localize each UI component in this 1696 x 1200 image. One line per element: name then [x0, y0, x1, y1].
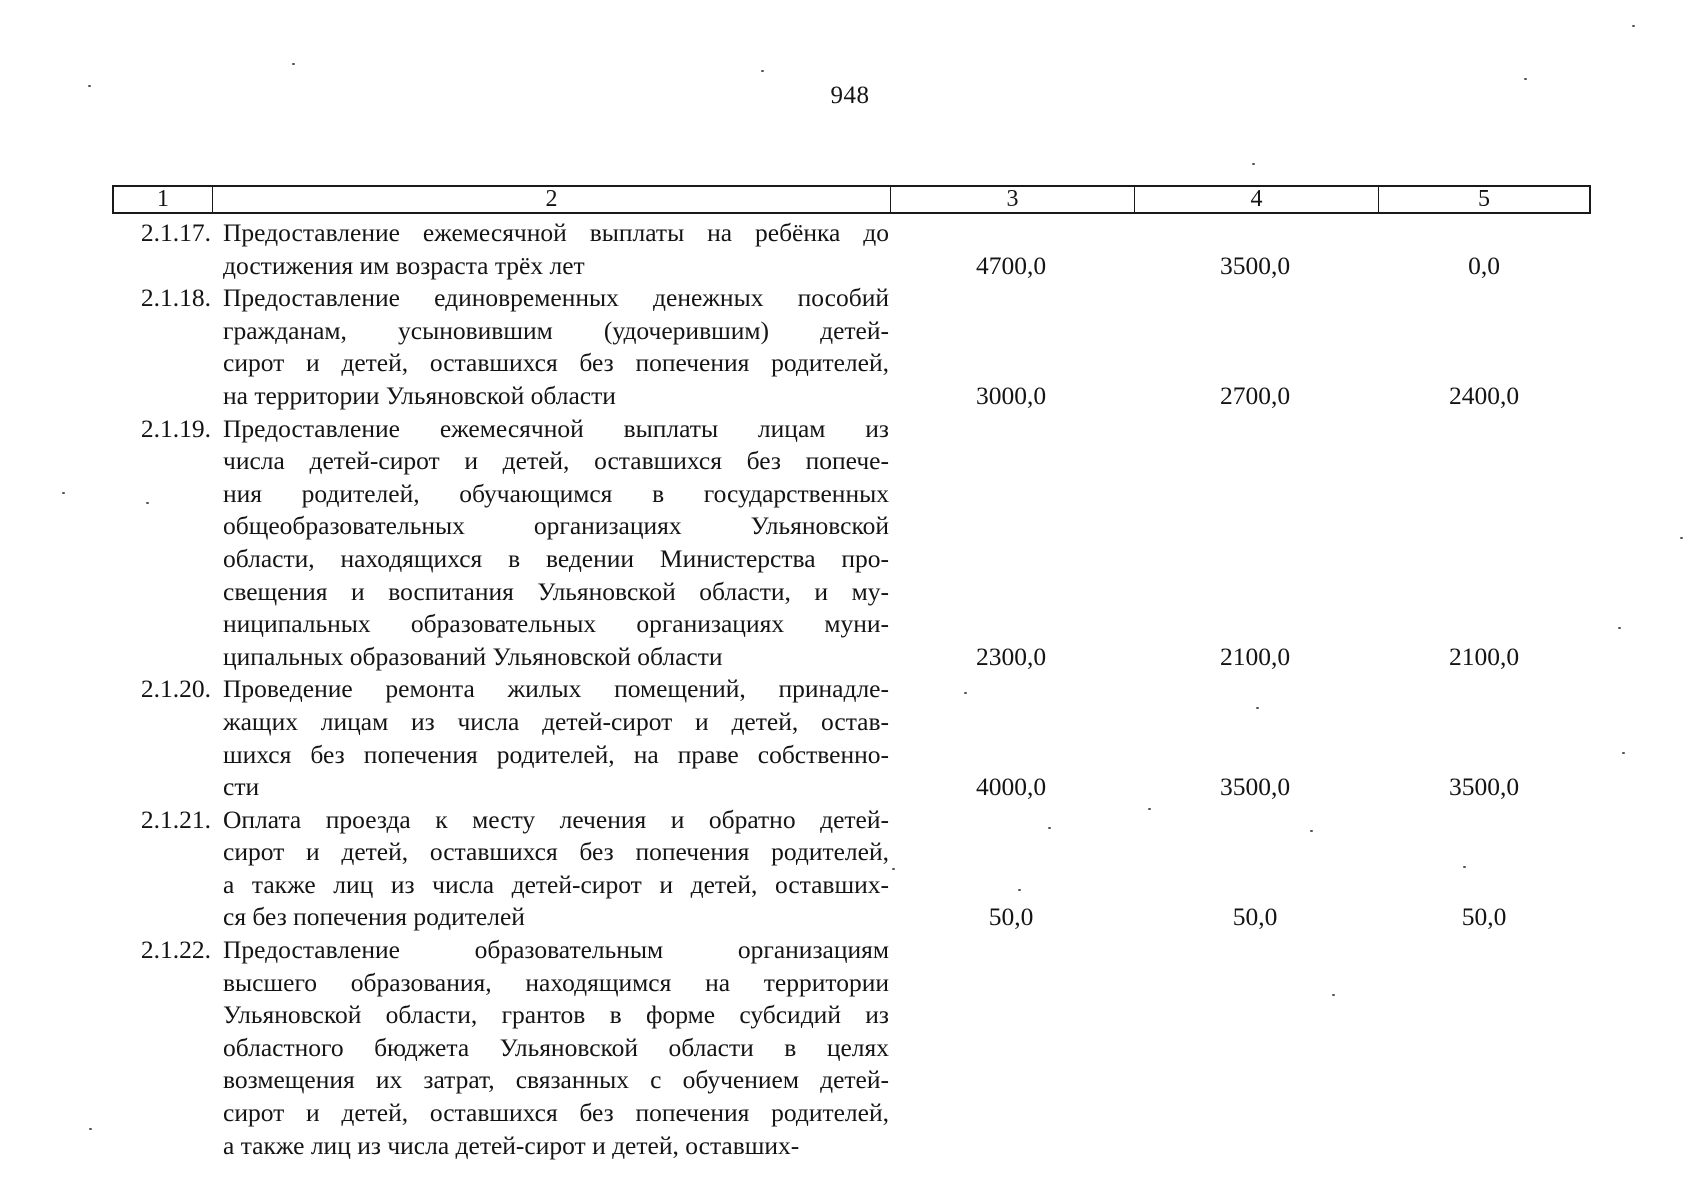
- row-number: 2.1.18.: [140, 283, 211, 313]
- row-number: 2.1.17.: [140, 218, 211, 247]
- scan-speck: [89, 1128, 92, 1130]
- value-col-3: 3000,0: [975, 380, 1047, 410]
- scan-speck: [964, 692, 967, 694]
- scan-speck: [88, 85, 91, 87]
- table-row: [112, 934, 1591, 1162]
- value-col-4: 3500,0: [1219, 772, 1291, 802]
- value-col-4: 2100,0: [1219, 641, 1291, 671]
- description-line: ниципальных образовательных организациях муни-: [223, 609, 889, 639]
- description-line: возмещения их затрат, связанных с обучением детей-: [223, 1065, 889, 1095]
- description-line: гражданам, усыновившим (удочерившим) детей-: [223, 315, 889, 345]
- scan-speck: [1048, 827, 1051, 829]
- description-line: свещения и воспитания Ульяновской области, и му-: [223, 576, 889, 606]
- table-row: [112, 282, 1591, 412]
- description-line: сти: [223, 772, 260, 802]
- table-row: [112, 217, 1591, 282]
- scan-speck: [1632, 25, 1635, 27]
- page-number: 948: [830, 82, 870, 109]
- description-line: а также лиц из числа детей-сирот и детей, оставших-: [223, 1130, 800, 1160]
- row-description: [211, 217, 889, 282]
- description-line: Оплата проезда к месту лечения и обратно детей-: [223, 804, 889, 834]
- description-line: ся без попечения родителей: [223, 902, 525, 932]
- description-line: области, находящихся в ведении Министерства про-: [223, 543, 889, 573]
- description-line: шихся без попечения родителей, на праве собственно-: [223, 739, 889, 769]
- description-line: Ульяновской области, грантов в форме субсидий из: [223, 1000, 889, 1030]
- description-line: Предоставление ежемесячной выплаты на ребёнка до: [223, 218, 889, 247]
- description-line: а также лиц из числа детей-сирот и детей, оставших-: [223, 869, 889, 899]
- description-line: Предоставление ежемесячной выплаты лицам из: [223, 413, 889, 443]
- description-line: жащих лицам из числа детей-сирот и детей, остав-: [223, 706, 889, 736]
- description-line: сирот и детей, оставшихся без попечения родителей,: [223, 837, 889, 867]
- table-header: [112, 185, 1591, 214]
- scan-speck: [292, 63, 295, 65]
- scan-speck: [1618, 627, 1621, 629]
- scan-speck: [146, 502, 149, 504]
- scan-speck: [892, 868, 895, 870]
- description-line: достижения им возраста трёх лет: [223, 250, 585, 280]
- description-line: Проведение ремонта жилых помещений, принадле-: [223, 674, 889, 704]
- value-col-4: 2700,0: [1219, 380, 1291, 410]
- value-col-5: 3500,0: [1448, 772, 1520, 802]
- value-col-3: 2300,0: [975, 641, 1047, 671]
- row-number: 2.1.22.: [140, 935, 211, 965]
- table-row: [112, 804, 1591, 934]
- scan-speck: [761, 70, 764, 72]
- description-line: Предоставление образовательным организациям: [223, 935, 889, 965]
- scan-speck: [1680, 537, 1683, 539]
- description-line: сирот и детей, оставшихся без попечения родителей,: [223, 348, 889, 378]
- table-row: [112, 673, 1591, 803]
- description-line: ния родителей, обучающимся в государственных: [223, 478, 889, 508]
- scan-speck: [1018, 889, 1021, 891]
- description-line: ципальных образований Ульяновской области: [223, 641, 723, 671]
- value-col-3: 4000,0: [975, 772, 1047, 802]
- scan-speck: [62, 492, 65, 494]
- row-number: 2.1.21.: [140, 804, 211, 834]
- value-col-4: 3500,0: [1219, 250, 1291, 280]
- value-col-3: 50,0: [988, 902, 1034, 932]
- row-description: [211, 934, 889, 1162]
- value-col-5: 2100,0: [1448, 641, 1520, 671]
- scan-speck: [1310, 830, 1313, 832]
- value-col-5: 0,0: [1468, 250, 1500, 280]
- row-number: 2.1.19.: [140, 413, 211, 443]
- row-number: 2.1.20.: [140, 674, 211, 704]
- value-col-5: 2400,0: [1448, 380, 1520, 410]
- value-col-3: 4700,0: [975, 250, 1047, 280]
- description-line: областного бюджета Ульяновской области в целях: [223, 1032, 889, 1062]
- header-col-1: 1: [114, 187, 213, 212]
- description-line: высшего образования, находящимся на территории: [223, 967, 889, 997]
- description-line: общеобразовательных организациях Ульяновской: [223, 511, 889, 541]
- description-line: числа детей-сирот и детей, оставшихся без попече-: [223, 446, 889, 476]
- scan-speck: [1463, 866, 1466, 868]
- header-col-2: 2: [213, 187, 891, 212]
- scan-speck: [1148, 808, 1151, 810]
- header-col-5: 5: [1478, 186, 1490, 212]
- scan-speck: [1524, 78, 1527, 80]
- table-row: [112, 413, 1591, 674]
- row-description: [211, 673, 889, 803]
- scan-speck: [1332, 994, 1335, 996]
- value-col-5: 50,0: [1461, 902, 1507, 932]
- row-description: [211, 282, 889, 412]
- description-line: на территории Ульяновской области: [223, 380, 616, 410]
- scan-speck: [1256, 707, 1259, 709]
- value-col-4: 50,0: [1232, 902, 1278, 932]
- header-col-4: 4: [1135, 187, 1379, 212]
- row-description: [211, 804, 889, 934]
- table-body: [112, 217, 1591, 1162]
- description-line: Предоставление единовременных денежных пособий: [223, 283, 889, 313]
- scan-speck: [1252, 163, 1255, 165]
- row-description: [211, 413, 889, 674]
- header-col-3: 3: [891, 187, 1135, 212]
- description-line: сирот и детей, оставшихся без попечения родителей,: [223, 1098, 889, 1128]
- scan-speck: [1622, 752, 1625, 754]
